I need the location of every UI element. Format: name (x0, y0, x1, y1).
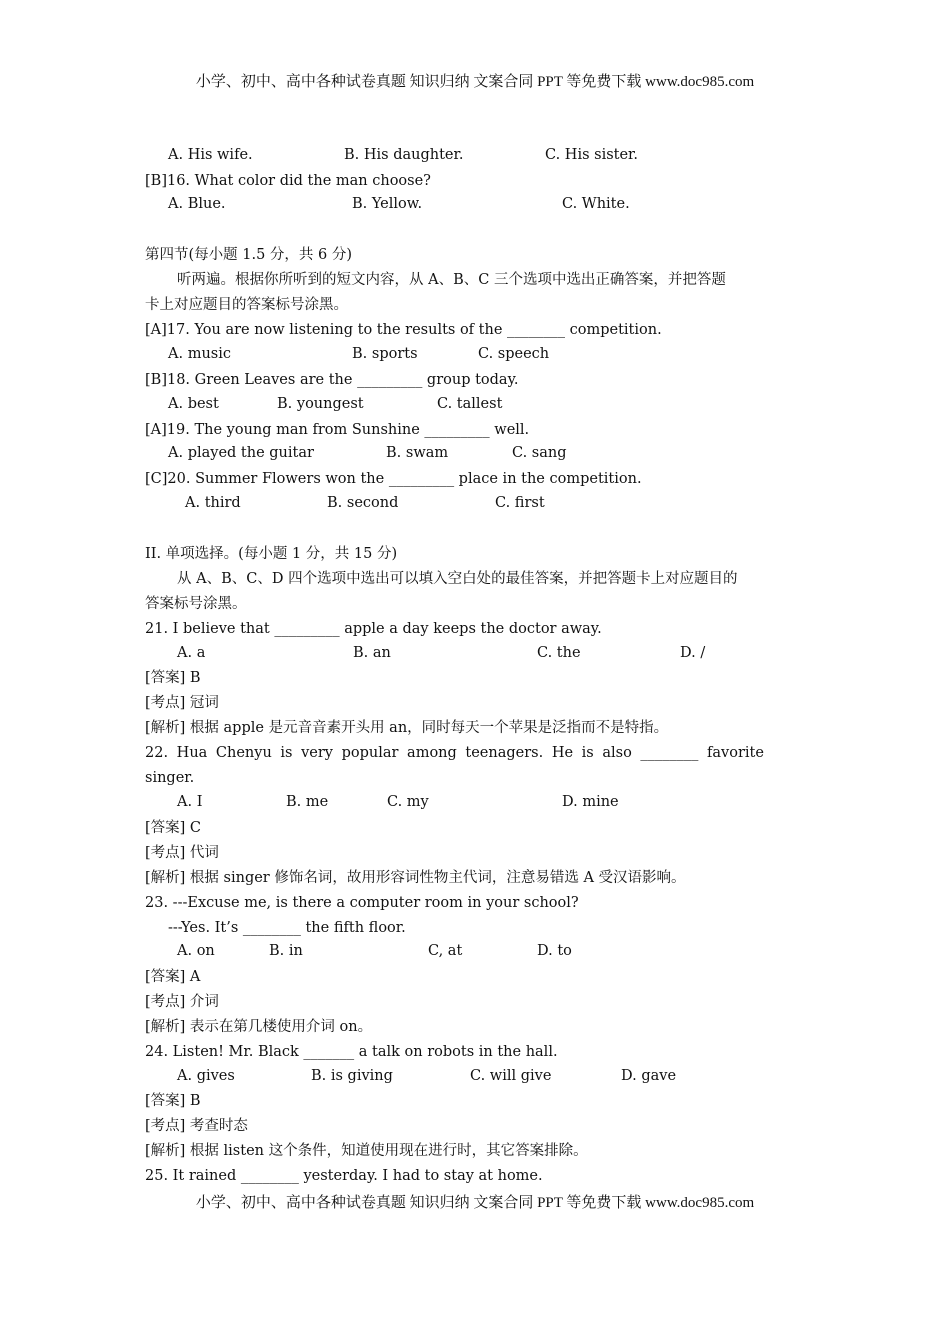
q22-answer: [答案] C (145, 820, 202, 836)
q20-option-a: A. third (185, 495, 241, 511)
q22-point: [考点] 代词 (145, 845, 219, 861)
q17-option-b: B. sports (352, 346, 418, 362)
q16-option-b: B. Yellow. (352, 196, 423, 212)
q18-option-b: B. youngest (277, 396, 364, 412)
section4-title: 第四节(每小题 1.5 分，共 6 分) (145, 247, 353, 263)
q18-option-a: A. best (168, 396, 219, 412)
section2-instruction-cont: 答案标号涂黑。 (145, 596, 247, 612)
q24-point: [考点] 考查时态 (145, 1118, 248, 1134)
q17-option-c: C. speech (478, 346, 550, 362)
q16-question: [B]16. What color did the man choose? (145, 173, 431, 189)
section2-instruction: 从 A、B、C、D 四个选项中选出可以填入空白处的最佳答案，并把答题卡上对应题目的 (177, 571, 738, 587)
q23-answer: [答案] A (145, 969, 201, 985)
q21-answer: [答案] B (145, 670, 201, 686)
q20-question: [C]20. Summer Flowers won the _________ place in the competition. (145, 471, 642, 487)
q16-option-c: C. White. (562, 196, 630, 212)
q25-question: 25. It rained ________ yesterday. I had to stay at home. (145, 1168, 543, 1184)
q22-option-d: D. mine (562, 794, 619, 810)
q22-option-c: C. my (387, 794, 429, 810)
q23-option-a: A. on (177, 943, 215, 959)
q15-option-a: A. His wife. (168, 147, 253, 163)
q23-option-b: B. in (269, 943, 303, 959)
q21-option-c: C. the (537, 645, 581, 661)
q20-option-c: C. first (495, 495, 545, 511)
page-header: 小学、初中、高中各种试卷真题 知识归纳 文案合同 PPT 等免费下载 www.doc985.com (195, 74, 755, 90)
q24-answer: [答案] B (145, 1093, 201, 1109)
q21-explanation: [解析] 根据 apple 是元音音素开头用 an，同时每天一个苹果是泛指而不是特指。 (145, 720, 669, 736)
q22-option-a: A. I (177, 794, 203, 810)
q22-question-cont: singer. (145, 770, 195, 786)
q15-option-c: C. His sister. (545, 147, 639, 163)
q24-option-d: D. gave (621, 1068, 677, 1084)
section2-title: II. 单项选择。(每小题 1 分，共 15 分) (145, 546, 398, 562)
q21-option-d: D. / (680, 645, 706, 661)
q21-option-b: B. an (353, 645, 391, 661)
q22-question: 22. Hua Chenyu is very popular among teenagers. He is also ________ favorite (145, 745, 764, 761)
q16-option-a: A. Blue. (168, 196, 226, 212)
q19-option-a: A. played the guitar (168, 445, 314, 461)
q23-question-cont: ---Yes. It’s ________ the fifth floor. (168, 920, 406, 936)
q23-option-d: D. to (537, 943, 572, 959)
q24-explanation: [解析] 根据 listen 这个条件，知道使用现在进行时，其它答案排除。 (145, 1143, 588, 1159)
q22-explanation: [解析] 根据 singer 修饰名词，故用形容词性物主代词，注意易错选 A 受汉语影响。 (145, 870, 686, 886)
q23-option-c: C, at (428, 943, 463, 959)
q24-option-a: A. gives (177, 1068, 235, 1084)
q24-option-b: B. is giving (311, 1068, 393, 1084)
q17-question: [A]17. You are now listening to the results of the ________ competition. (145, 322, 662, 338)
section4-instruction: 听两遍。根据你所听到的短文内容，从 A、B、C 三个选项中选出正确答案，并把答题 (177, 272, 726, 288)
q21-option-a: A. a (177, 645, 206, 661)
q22-option-b: B. me (286, 794, 329, 810)
q18-question: [B]18. Green Leaves are the _________ group today. (145, 372, 519, 388)
q23-point: [考点] 介词 (145, 994, 219, 1010)
q19-question: [A]19. The young man from Sunshine _________ well. (145, 422, 530, 438)
q21-point: [考点] 冠词 (145, 695, 219, 711)
q17-option-a: A. music (168, 346, 231, 362)
q20-option-b: B. second (327, 495, 399, 511)
section4-instruction-cont: 卡上对应题目的答案标号涂黑。 (145, 297, 348, 313)
q19-option-b: B. swam (386, 445, 449, 461)
q21-question: 21. I believe that _________ apple a day keeps the doctor away. (145, 621, 602, 637)
q24-option-c: C. will give (470, 1068, 552, 1084)
q23-explanation: [解析] 表示在第几楼使用介词 on。 (145, 1019, 373, 1035)
q15-option-b: B. His daughter. (344, 147, 464, 163)
q24-question: 24. Listen! Mr. Black _______ a talk on robots in the hall. (145, 1044, 558, 1060)
page-footer: 小学、初中、高中各种试卷真题 知识归纳 文案合同 PPT 等免费下载 www.doc985.com (195, 1195, 755, 1211)
q23-question: 23. ---Excuse me, is there a computer room in your school? (145, 895, 579, 911)
q18-option-c: C. tallest (437, 396, 503, 412)
q19-option-c: C. sang (512, 445, 567, 461)
